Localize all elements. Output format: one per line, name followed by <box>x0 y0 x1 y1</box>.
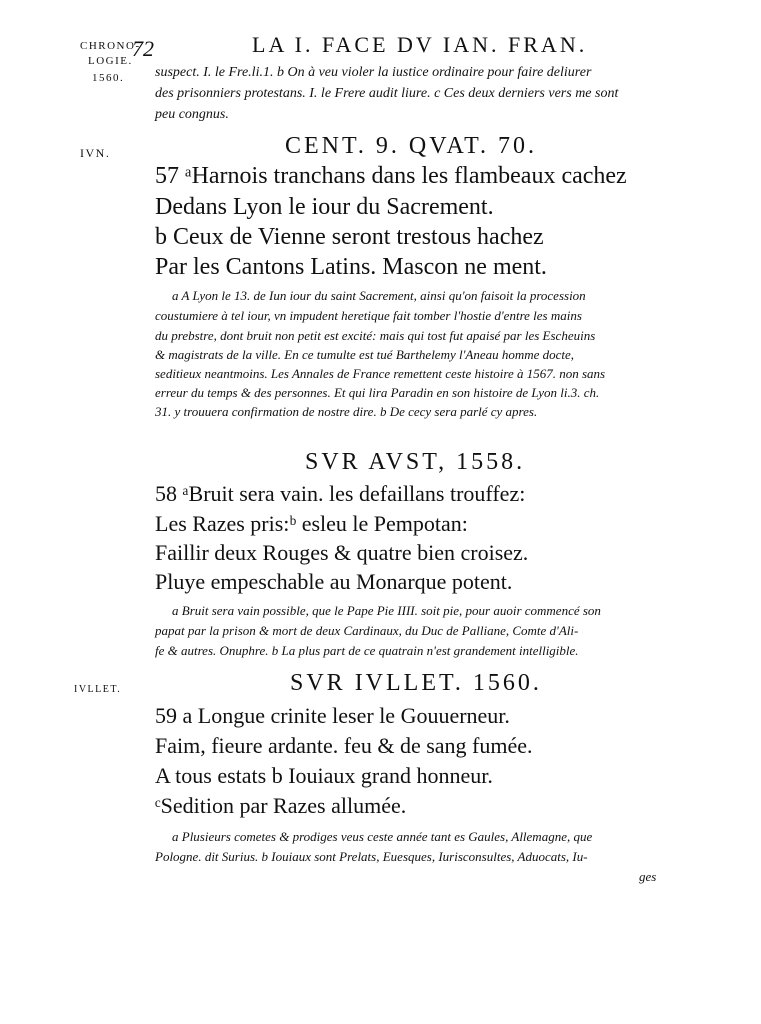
verse-57-line-2: Dedans Lyon le iour du Sacrement. <box>155 194 494 220</box>
aust-note-line-3: fe & autres. Onuphre. b La plus part de ce quatrain n'est grandement intelligible. <box>155 643 579 658</box>
cent-note-line-1: a A Lyon le 13. de Iun iour du saint Sacrement, ainsi qu'on faisoit la procession <box>172 288 586 303</box>
cent-note-line-7: 31. y trouuera confirmation de nostre dire. b De cecy sera parlé cy apres. <box>155 404 538 419</box>
section-heading-cent: CENT. 9. QVAT. 70. <box>285 133 537 159</box>
verse-59-line-4: ᶜSedition par Razes allumée. <box>155 793 407 818</box>
verse-57-line-3: b Ceux de Vienne seront trestous hachez <box>155 224 544 250</box>
verse-57-line-1: 57 ᵃHarnois tranchans dans les flambeaux cachez <box>155 163 627 189</box>
verse-57-line-4: Par les Cantons Latins. Mascon ne ment. <box>155 254 547 280</box>
cent-note-line-4: & magistrats de la ville. En ce tumulte est tué Barthelemy l'Aneau homme docte, <box>155 347 575 362</box>
aust-note-line-1: a Bruit sera vain possible, que le Pape Pie IIII. soit pie, pour auoir commencé son <box>172 603 601 618</box>
margin-iullet: IVLLET. <box>74 684 122 695</box>
catchword: ges <box>639 869 657 884</box>
verse-58-line-3: Faillir deux Rouges & quatre bien croisez. <box>155 540 529 565</box>
margin-chronologie-year: 1560. <box>92 72 125 84</box>
verse-59-line-2: Faim, fieure ardante. feu & de sang fumée. <box>155 733 533 758</box>
margin-iun: IVN. <box>80 146 111 160</box>
verse-58-line-2: Les Razes pris:ᵇ esleu le Pempotan: <box>155 511 468 536</box>
aust-note-line-2: papat par la prison & mort de deux Cardinaux, du Duc de Palliane, Comte d'Ali- <box>155 623 579 638</box>
iullet-note-line-2: Pologne. dit Surius. b Iouiaux sont Prelats, Euesques, Iurisconsultes, Aduocats, Iu- <box>155 849 588 864</box>
top-note-line-3: peu congnus. <box>155 107 229 122</box>
margin-chronologie-line-2: LOGIE. <box>88 55 133 67</box>
verse-59-line-1: 59 a Longue crinite leser le Gouuerneur. <box>155 703 510 728</box>
cent-note-line-2: coustumiere à tel iour, vn impudent heretique fait tomber l'hostie d'entre les mains <box>155 308 582 323</box>
top-note-line-1: suspect. I. le Fre.li.1. b On à veu violer la iustice ordinaire pour faire deliurer <box>155 65 592 80</box>
cent-note-line-6: erreur du temps & des personnes. Et qui lira Paradin en son histoire de Lyon li.3. ch. <box>155 385 600 400</box>
cent-note-line-3: du prebstre, dont bruit non petit est excité: mais qui tost fut apaisé par les Escheuins <box>155 328 596 343</box>
iullet-note-line-1: a Plusieurs cometes & prodiges veus ceste année tant es Gaules, Allemagne, que <box>172 829 593 844</box>
verse-59-line-3: A tous estats b Iouiaux grand honneur. <box>155 763 493 788</box>
top-note-line-2: des prisonniers protestans. I. le Frere audit liure. c Ces deux derniers vers me sont <box>155 86 619 101</box>
section-heading-aust: SVR AVST, 1558. <box>305 449 526 475</box>
section-heading-iullet: SVR IVLLET. 1560. <box>290 670 542 696</box>
verse-58-line-4: Pluye empeschable au Monarque potent. <box>155 569 513 594</box>
page-number: 72 <box>132 36 154 61</box>
margin-chronologie-line-1: CHRONO- <box>80 40 141 52</box>
verse-58-line-1: 58 ᵃBruit sera vain. les defaillans trouffez: <box>155 481 526 506</box>
cent-note-line-5: seditieux neantmoins. Les Annales de France remettent ceste histoire à 1567. non sans <box>155 366 606 381</box>
running-title: LA I. FACE DV IAN. FRAN. <box>252 32 588 57</box>
